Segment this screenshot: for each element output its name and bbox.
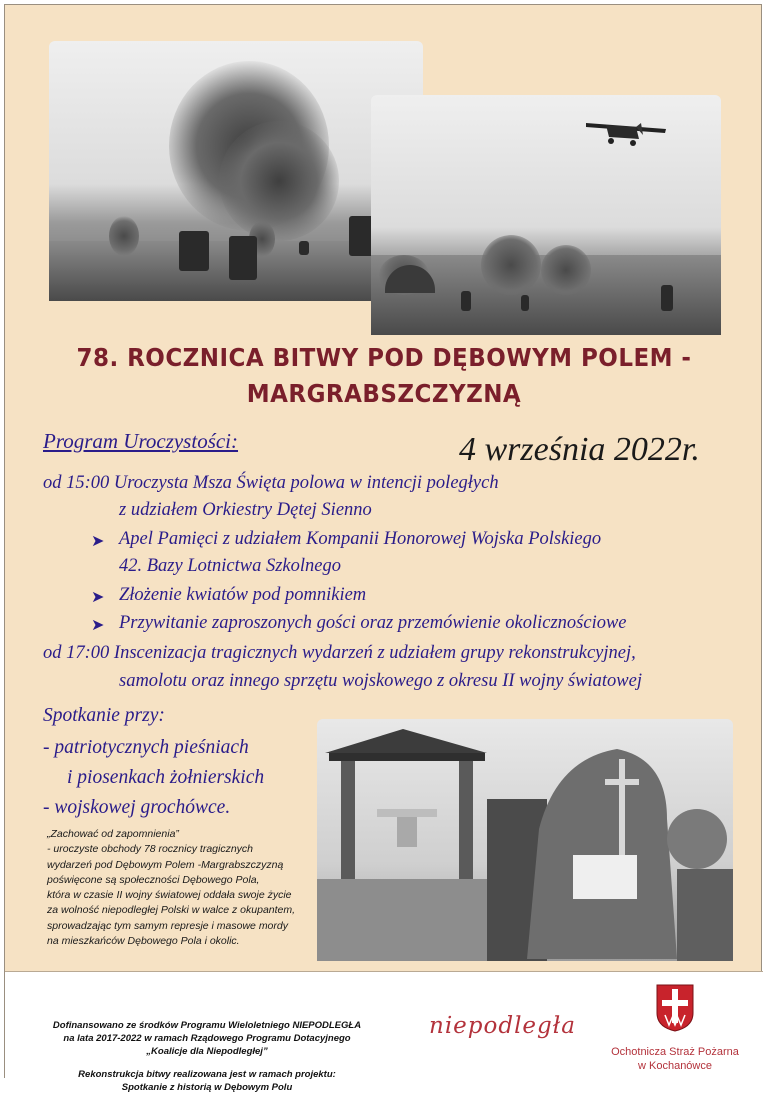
funding-line: na lata 2017-2022 w ramach Rządowego Programu Dotacyjnego <box>63 1033 351 1044</box>
poster <box>4 4 762 1093</box>
program-line-4: 42. Bazy Lotnictwa Szkolnego <box>119 556 341 576</box>
funding-note <box>27 1019 387 1094</box>
memorial-monument-photo <box>317 719 733 961</box>
quote-line: „Zachować od zapomnienia” <box>47 828 179 840</box>
meeting-item-1: - patriotycznych pieśniach <box>43 737 249 758</box>
program-line-2: z udziałem Orkiestry Dętej Sienno <box>119 500 372 520</box>
airplane-field-photo <box>371 95 721 335</box>
niepodlegla-logo: niepodległa <box>429 1013 576 1039</box>
program-heading: Program Uroczystości: <box>43 429 239 453</box>
event-date: 4 września 2022r. <box>459 431 700 468</box>
program-line-5: Złożenie kwiatów pod pomnikiem <box>119 585 367 605</box>
quote-line: która w czasie II wojny światowej oddała swoje życie <box>47 889 292 902</box>
battle-explosion-photo <box>49 41 423 301</box>
bullet-arrow-icon: ➤ <box>91 617 105 634</box>
quote-line: na mieszkańców Dębowego Pola i okolic. <box>47 935 240 948</box>
funding-line <box>27 1058 387 1068</box>
quote-line: wydarzeń pod Dębowym Polem -Margrabszczyzną <box>47 858 284 871</box>
funding-line: „Koalicje dla Niepodległej” <box>146 1046 268 1057</box>
program-line-7: od 17:00 Inscenizacja tragicznych wydarzeń z udziałem grupy rekonstrukcyjnej, <box>43 643 636 663</box>
quote-line: za wolność niepodległej Polski w walce z okupantem, <box>47 904 296 917</box>
bullet-arrow-icon: ➤ <box>91 533 105 550</box>
program-line-3: Apel Pamięci z udziałem Kompanii Honorowej Wojska Polskiego <box>119 529 602 549</box>
poster-title-line2: MARGRABSZCZYZNĄ <box>246 379 522 408</box>
quote-line: sprowadzając tym samym represje i masowe mordy <box>47 919 288 932</box>
osp-line-2: w Kochanówce <box>638 1060 712 1072</box>
quote-line: - uroczyste obchody 78 rocznicy tragicznych <box>47 843 254 856</box>
funding-line: Dofinansowano ze środków Programu Wieloletniego NIEPODLEGŁA <box>52 1020 362 1031</box>
meeting-item-2: i piosenkach żołnierskich <box>67 767 265 788</box>
meeting-item-3: - wojskowej grochówce. <box>43 797 231 818</box>
program-line-8: samolotu oraz innego sprzętu wojskowego z okresu II wojny światowej <box>119 671 642 691</box>
osp-shield-icon <box>655 983 695 1033</box>
program-line-1: od 15:00 Uroczysta Msza Święta polowa w intencji poległych <box>43 473 499 493</box>
funding-line: Rekonstrukcja bitwy realizowana jest w ramach projektu: <box>78 1069 336 1080</box>
meeting-heading: Spotkanie przy: <box>43 705 165 726</box>
commemoration-quote <box>47 827 347 949</box>
poster-title-line1: 78. ROCZNICA BITWY POD DĘBOWYM POLEM - <box>76 343 692 372</box>
funding-line: Spotkanie z historią w Dębowym Polu <box>121 1082 293 1093</box>
bullet-arrow-icon: ➤ <box>91 589 105 606</box>
quote-line: poświęcone są społeczności Dębowego Pola, <box>47 873 260 886</box>
osp-line-1: Ochotnicza Straż Pożarna <box>611 1046 739 1058</box>
memorial-illustration <box>317 719 733 961</box>
airplane-icon <box>581 109 671 149</box>
osp-name <box>605 1045 745 1073</box>
program-line-6: Przywitanie zaproszonych gości oraz przemówienie okolicznościowe <box>119 613 627 633</box>
